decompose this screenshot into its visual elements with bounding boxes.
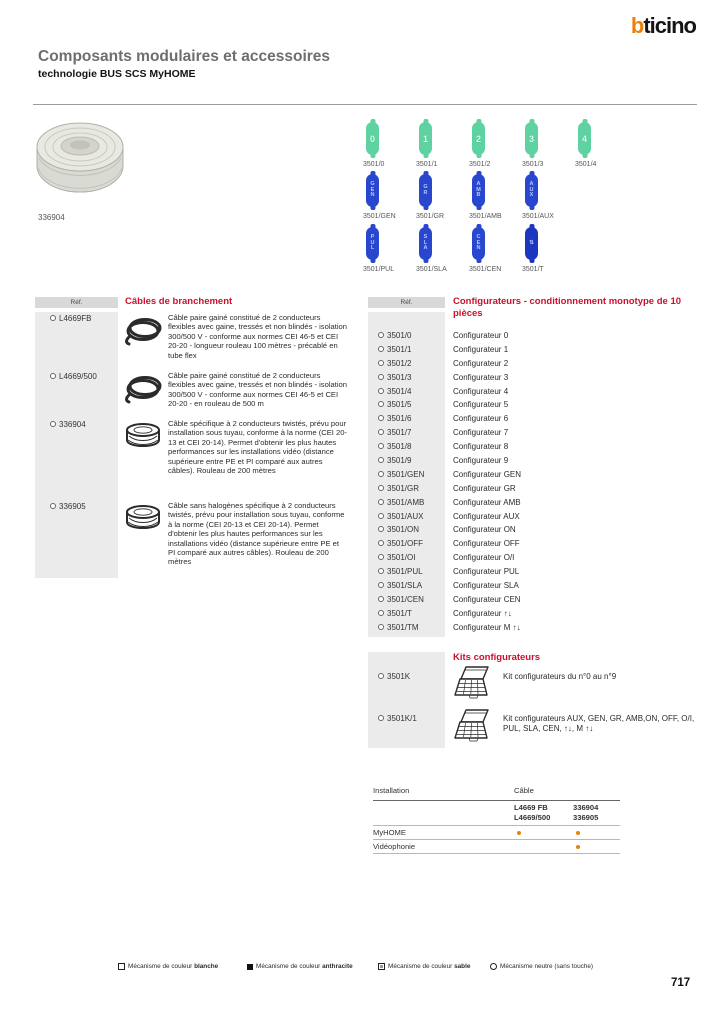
configurator-pill-icon: [472, 227, 485, 260]
configurator-description: Configurateur 5: [453, 400, 509, 410]
configurator-ref: [368, 623, 445, 632]
neutral-circle-icon: [50, 421, 56, 427]
configurator-ref-label: 3501/AMB: [469, 213, 502, 220]
configurator-ref: [368, 525, 445, 534]
pill-char: L: [423, 239, 428, 246]
configurator-table-row: [368, 609, 698, 623]
configurator-row: [363, 223, 575, 273]
configurator-description: Configurateur 6: [453, 414, 509, 424]
kits-section-title: Kits configurateurs: [453, 652, 541, 663]
configurator-pill-icon: [366, 174, 379, 207]
neutral-circle-icon: [50, 373, 56, 379]
configurator-cell: [469, 170, 522, 220]
configurator-ref-text: 3501/7: [387, 428, 412, 438]
neutral-circle-icon: [378, 443, 384, 449]
neutral-circle-icon: [378, 471, 384, 477]
neutral-circle-icon: [378, 360, 384, 366]
cable-description: Câble sans halogènes spécifique à 2 conducteurs twistés, prévu pour installation sous tuyau, conforme à la norme (CEI 20-13 et CEI 20-14). Permet d'obtenir les plus hautes performances sur les installations vidéo (distance supérieure entre PE et PI comparé aux autres câbles). Rouleau de 200 mètres: [168, 501, 345, 567]
configurator-description: Configurateur 4: [453, 386, 509, 396]
neutral-circle-icon: [378, 624, 384, 630]
configurator-table-row: [368, 553, 698, 567]
pill-char: E: [370, 186, 375, 193]
page-title: Composants modulaires et accessoires: [38, 48, 331, 65]
neutral-circle-icon: [378, 540, 384, 546]
configurator-table-row: [368, 623, 698, 637]
neutral-circle-icon: [378, 346, 384, 352]
neutral-circle-icon: [378, 554, 384, 560]
configurator-ref-label: 3501/GEN: [363, 213, 396, 220]
configurator-table-row: [368, 345, 698, 359]
neutral-circle-icon: [378, 457, 384, 463]
header-divider: [33, 104, 697, 105]
pill-char: 4: [581, 133, 587, 144]
legend-item-blanche: Mécanisme de couleur blanche: [118, 963, 218, 970]
configurator-table-row: [368, 581, 698, 595]
configurator-ref: [368, 331, 445, 340]
kit-case-icon: [452, 707, 494, 748]
configurator-ref-text: 3501/SLA: [387, 581, 423, 591]
configurator-ref: [368, 414, 445, 423]
configurator-ref-label: 3501/3: [522, 161, 544, 168]
configurator-ref-text: 3501/TM: [387, 622, 419, 632]
configurator-ref: [368, 595, 445, 604]
configurator-description: Configurateur 3: [453, 372, 509, 382]
configurator-ref: [368, 359, 445, 368]
pill-char: 0: [369, 133, 375, 144]
cables-table-header: [35, 297, 347, 308]
cable-description: Câble paire gainé constitué de 2 conducteurs flexibles avec gaine, tressés et non blindés - isolation 300/500 V - conforme aux normes CEI 46-5 et CEI 20-20 - en rouleau de 500 m: [168, 371, 347, 409]
legend-item-anthracite: Mécanisme de couleur anthracite: [247, 963, 353, 970]
compatibility-dot: [576, 831, 580, 835]
cable-ref: L4669/500: [514, 812, 551, 822]
kit-ref: 3501K/1: [378, 714, 417, 723]
configurator-table-row: [368, 387, 698, 401]
configurator-ref-text: 3501/2: [387, 358, 412, 368]
pill-char: C: [476, 233, 481, 240]
configurator-table-row: [368, 498, 698, 512]
neutral-circle-icon: [378, 610, 384, 616]
configurator-ref-text: 3501/3: [387, 372, 412, 382]
configurator-ref-text: 3501/5: [387, 400, 412, 410]
cable-row: [35, 370, 347, 418]
compatibility-dot: [576, 845, 580, 849]
configurator-description: Configurateur CEN: [453, 594, 521, 604]
configurator-ref: [368, 345, 445, 354]
configurator-cell: [416, 118, 469, 168]
configurator-description: Configurateur 8: [453, 442, 509, 452]
neutral-circle-icon: [378, 485, 384, 491]
cables-table-body: [35, 312, 347, 578]
pill-char: B: [476, 192, 481, 199]
cable-ref: [35, 312, 118, 370]
pill-char: L: [370, 245, 375, 252]
cable-ref: [35, 370, 118, 418]
kits-section: [368, 650, 698, 750]
installation-header: Installation: [373, 786, 410, 795]
ref-column-header: Réf.: [35, 297, 118, 308]
cables-section-title: Câbles de branchement: [125, 296, 233, 307]
configurator-ref: [368, 539, 445, 548]
cable-coil-photo: [34, 116, 126, 203]
configurator-ref-label: 3501/T: [522, 266, 544, 273]
configurator-ref: [368, 456, 445, 465]
installation-row-videophonie: Vidéophonie: [373, 840, 620, 854]
configurator-ref-text: 3501/OI: [387, 553, 416, 563]
cable-coil-illustration: [34, 116, 126, 198]
neutral-circle-icon: [378, 332, 384, 338]
configurator-table-row: [368, 428, 698, 442]
configurator-ref: [368, 470, 445, 479]
configurator-ref-text: 3501/1: [387, 344, 412, 354]
white-square-icon: [118, 963, 125, 970]
cable-ref: L4669 FB: [514, 803, 548, 812]
neutral-circle-icon: [378, 429, 384, 435]
configurator-description: Configurateur M ↑↓: [453, 622, 521, 632]
configurator-ref: [368, 400, 445, 409]
installation-cable-refs: [373, 801, 620, 826]
anthracite-square-icon: [247, 964, 253, 970]
cable-row: [35, 418, 347, 500]
page-subtitle: technologie BUS SCS MyHOME: [38, 68, 196, 80]
neutral-circle-icon: [378, 715, 384, 721]
legend-item-neutre: Mécanisme neutre (sans touche): [490, 963, 593, 970]
cable-ref-text: L4669/500: [59, 372, 97, 381]
compatibility-dot: [517, 831, 521, 835]
configurator-ref: [368, 553, 445, 562]
configurator-ref: [368, 387, 445, 396]
configurator-description: Configurateur 2: [453, 358, 509, 368]
pill-char: A: [476, 180, 481, 187]
configurator-ref: [368, 484, 445, 493]
neutral-circle-icon: [50, 315, 56, 321]
configurator-pill-icon: [578, 122, 591, 155]
kit-ref: 3501K: [378, 672, 410, 681]
logo-rest: ticino: [643, 13, 696, 38]
neutral-circle-icon: [378, 582, 384, 588]
configurator-pill-icon: [366, 227, 379, 260]
configurator-description: Configurateur AUX: [453, 511, 520, 521]
pill-char: 3: [528, 133, 534, 144]
pill-char: A: [423, 245, 428, 252]
neutral-circle-icon: [378, 513, 384, 519]
neutral-circle-icon: [378, 596, 384, 602]
configurator-description: Configurateur GEN: [453, 469, 522, 479]
logo-letter-b: b: [630, 13, 644, 38]
configurator-ref: [368, 498, 445, 507]
configurator-ref-label: 3501/0: [363, 161, 385, 168]
pill-char: P: [370, 233, 375, 240]
configurator-description: Configurateur ↑↓: [453, 608, 512, 618]
kit-description: Kit configurateurs du n°0 au n°9: [503, 672, 617, 681]
configurator-pill-icon: [472, 174, 485, 207]
cable-ref: [35, 418, 118, 500]
cable-ref: 336904: [573, 803, 599, 812]
kit-description: Kit configurateurs AUX, GEN, GR, AMB,ON, OFF, O/I, PUL, SLA, CEN, ↑↓, M ↑↓: [503, 714, 695, 733]
configurators-table-body: [368, 331, 698, 637]
cable-ref-text: 336905: [59, 502, 86, 511]
neutral-circle-icon: [50, 503, 56, 509]
pill-char: S: [423, 233, 428, 240]
neutral-circle-icon: [378, 415, 384, 421]
configurator-description: Configurateur 7: [453, 428, 509, 438]
configurator-cell: [363, 170, 416, 220]
configurator-ref-text: 3501/PUL: [387, 567, 423, 577]
bticino-logo: [631, 13, 696, 39]
configurator-pill-icon: [419, 174, 432, 207]
installation-row-myhome: MyHOME: [373, 826, 620, 840]
pill-char: N: [370, 192, 375, 199]
configurator-ref-label: 3501/SLA: [416, 266, 447, 273]
configurator-table-row: [368, 373, 698, 387]
installation-table: [373, 786, 620, 854]
page-number: 717: [671, 977, 691, 989]
configurator-pill-icon: [419, 122, 432, 155]
configurator-description: Configurateur 9: [453, 456, 509, 466]
configurator-ref-text: 3501/T: [387, 608, 412, 618]
configurator-pill-icon: [366, 122, 379, 155]
configurator-ref: [368, 428, 445, 437]
configurator-ref: [368, 512, 445, 521]
kit-case-icon: [452, 664, 494, 705]
neutral-circle-icon: [378, 499, 384, 505]
configurator-ref-text: 3501/AMB: [387, 497, 425, 507]
configurator-table-row: [368, 442, 698, 456]
configurator-ref-label: 3501/AUX: [522, 213, 554, 220]
configurator-pill-icon: [419, 227, 432, 260]
configurator-ref-label: 3501/4: [575, 161, 597, 168]
pill-char: A: [529, 180, 534, 187]
pill-char: U: [529, 186, 534, 193]
pill-char: U: [370, 239, 375, 246]
configurator-cell: [469, 223, 522, 273]
configurator-description: Configurateur O/I: [453, 553, 515, 563]
configurator-ref-text: 3501/AUX: [387, 511, 424, 521]
cable-header: Câble: [514, 786, 534, 795]
sable-square-icon: [378, 963, 385, 970]
configurator-pill-icon: [472, 122, 485, 155]
configurator-table-row: [368, 470, 698, 484]
configurator-table-row: [368, 567, 698, 581]
configurators-section-title: Configurateurs - conditionnement monotype de 10 pièces: [453, 296, 682, 319]
pill-char: R: [423, 189, 428, 196]
configurator-cell: [575, 118, 628, 168]
configurator-ref-text: 3501/OFF: [387, 539, 424, 549]
configurator-cell: [522, 223, 575, 273]
pill-char: E: [476, 239, 481, 246]
cable-description: Câble spécifique à 2 conducteurs twistés, prévu pour installation sous tuyau, conforme à la norme (CEI 20-13 et CEI 20-14). Permet d'obtenir les plus hautes performances sur les installations vidéo (distance supérieure entre PE et PI comparé aux autres câbles). Rouleau de 200 mètres: [168, 419, 347, 476]
ref-column-header: Réf.: [368, 297, 445, 308]
configurator-ref-text: 3501/4: [387, 386, 412, 396]
neutral-circle-icon: [378, 401, 384, 407]
installation-table-head: [373, 786, 620, 801]
cables-table: [35, 297, 347, 578]
configurator-table-row: [368, 484, 698, 498]
configurator-ref-label: 3501/PUL: [363, 266, 395, 273]
configurator-ref-text: 3501/0: [387, 331, 412, 340]
neutral-circle-icon: [378, 388, 384, 394]
configurator-ref-text: 3501/9: [387, 456, 412, 466]
cable-ref-text: L4669FB: [59, 314, 92, 323]
cable-roll-icon: [118, 500, 168, 578]
pill-char: 1: [422, 133, 428, 144]
configurator-table-row: [368, 539, 698, 553]
configurator-ref-text: 3501/GR: [387, 483, 420, 493]
pill-char: G: [370, 180, 375, 187]
configurator-ref: [368, 567, 445, 576]
configurator-table-row: [368, 414, 698, 428]
ref-column-background: [368, 652, 445, 748]
pill-char: 2: [475, 133, 481, 144]
configurator-cell: [522, 118, 575, 168]
cable-row: [35, 500, 347, 578]
neutral-circle-icon: [378, 374, 384, 380]
configurator-table-row: [368, 400, 698, 414]
neutral-circle-icon: [378, 673, 384, 679]
pill-char: N: [476, 245, 481, 252]
configurator-table-row: [368, 595, 698, 609]
cable-loop-icon: [118, 370, 168, 418]
configurator-table-row: [368, 525, 698, 539]
configurator-cell: [363, 223, 416, 273]
configurator-table-row: [368, 512, 698, 526]
configurator-ref-text: 3501/6: [387, 414, 412, 424]
configurator-cell: [416, 223, 469, 273]
configurator-ref: [368, 609, 445, 618]
neutral-circle-icon: [378, 568, 384, 574]
cable-ref: [35, 500, 118, 578]
configurator-description: Configurateur 0: [453, 331, 509, 340]
configurator-description: Configurateur 1: [453, 344, 509, 354]
configurator-ref: [368, 581, 445, 590]
configurator-ref-label: 3501/1: [416, 161, 438, 168]
configurator-row: [363, 170, 575, 220]
configurator-description: Configurateur SLA: [453, 581, 519, 591]
configurator-cell: [522, 170, 575, 220]
cable-ref-text: 336904: [59, 420, 86, 429]
configurator-ref-text: 3501/ON: [387, 525, 420, 535]
cable-photo-ref: 336904: [38, 213, 65, 222]
configurator-table-row: [368, 359, 698, 373]
configurator-table-row: [368, 331, 698, 345]
configurator-ref-label: 3501/2: [469, 161, 491, 168]
legend-item-sable: Mécanisme de couleur sable: [378, 963, 470, 970]
cable-ref: 336905: [573, 812, 599, 822]
configurator-description: Configurateur ON: [453, 525, 516, 535]
pill-char: G: [423, 183, 428, 190]
cable-description: Câble paire gainé constitué de 2 conducteurs flexibles avec gaine, tressés et non blindés - isolation 300/500 V - conforme aux normes CEI 46-5 et CEI 20-20 - longueur rouleau 100 mètres - précablé en tube flex: [168, 313, 347, 360]
neutral-circle-icon: [490, 963, 497, 970]
configurator-row: [363, 118, 628, 168]
configurator-ref-text: 3501/GEN: [387, 469, 425, 479]
configurator-ref-text: 3501/CEN: [387, 594, 424, 604]
configurator-pill-icon: [525, 227, 538, 260]
pill-char: X: [529, 192, 534, 199]
pill-char: ⇅: [529, 239, 534, 246]
configurators-table: [368, 297, 698, 640]
pill-char: M: [476, 186, 481, 193]
configurator-table-row: [368, 456, 698, 470]
configurator-ref-label: 3501/GR: [416, 213, 445, 220]
configurator-cell: [363, 118, 416, 168]
configurator-ref: [368, 442, 445, 451]
configurator-description: Configurateur OFF: [453, 539, 520, 549]
configurator-pill-icon: [525, 174, 538, 207]
configurator-cell: [469, 118, 522, 168]
configurator-description: Configurateur PUL: [453, 567, 520, 577]
configurator-description: Configurateur AMB: [453, 497, 521, 507]
cable-row: [35, 312, 347, 370]
configurator-description: Configurateur GR: [453, 483, 516, 493]
configurator-cell: [416, 170, 469, 220]
neutral-circle-icon: [378, 526, 384, 532]
configurator-ref-label: 3501/CEN: [469, 266, 502, 273]
configurator-ref-text: 3501/8: [387, 442, 412, 452]
cable-roll-icon: [118, 418, 168, 500]
configurator-pill-icon: [525, 122, 538, 155]
configurator-ref: [368, 373, 445, 382]
cable-loop-icon: [118, 312, 168, 370]
